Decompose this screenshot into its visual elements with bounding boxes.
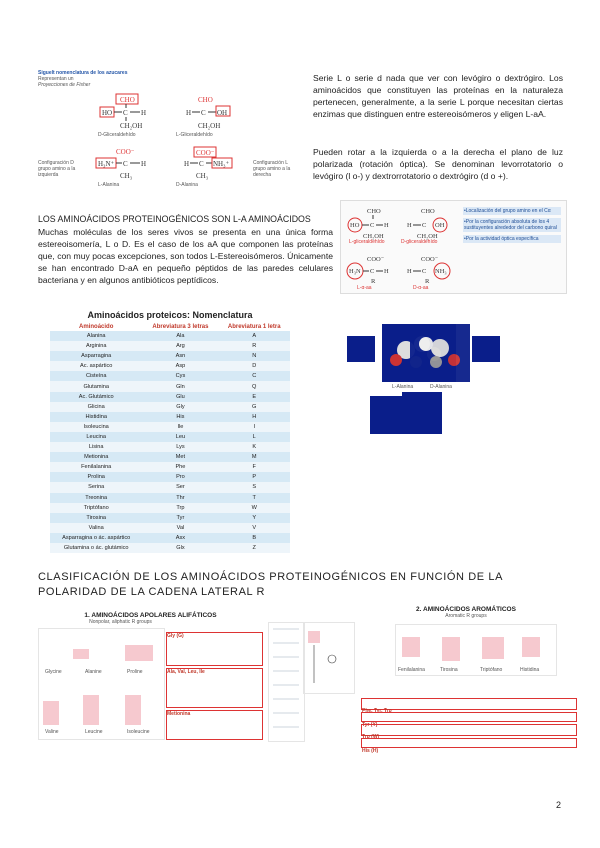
molecule-3d-d xyxy=(410,324,470,382)
fig2-l-aa: L-α-aa xyxy=(357,285,372,291)
fig1-l-aa: L-Alanina xyxy=(98,182,120,188)
fig5-l1: Phe, Tyr, Trp xyxy=(362,708,392,714)
table-row xyxy=(50,493,290,503)
svg-text:OH: OH xyxy=(435,222,445,229)
table-cell: E xyxy=(218,392,290,402)
met-structure-list xyxy=(268,622,305,742)
svg-text:H: H xyxy=(407,222,412,229)
table-cell: Ile xyxy=(142,422,218,432)
section-heading-classification: CLASIFICACIÓN DE LOS AMINOÁCIDOS PROTEINOGÉNICOS EN FUNCIÓN DE LA POLARIDAD DE LA CADENA LATERAL R xyxy=(38,571,503,598)
table-cell: P xyxy=(218,472,290,482)
met-structure-svg xyxy=(304,623,354,693)
met-structure-list-svg xyxy=(269,623,304,741)
table-row xyxy=(50,402,290,412)
table-cell: K xyxy=(218,442,290,452)
table-cell: Metionina xyxy=(50,452,142,462)
fig5-name-3: Histidina xyxy=(520,667,540,673)
table-cell: S xyxy=(218,482,290,492)
table-cell: A xyxy=(218,331,290,341)
molecule-thumb-2 xyxy=(472,336,500,362)
fig4-name-0: Glycine xyxy=(45,669,62,675)
his-r-box xyxy=(522,637,540,657)
table-row xyxy=(50,462,290,472)
gly-note xyxy=(166,632,263,666)
table-cell: Y xyxy=(218,513,290,523)
fig5-title: 2. AMINOÁCIDOS AROMÁTICOS xyxy=(416,606,516,613)
fig5-line2 xyxy=(361,712,577,728)
leucine-r-box xyxy=(83,695,99,725)
table-cell: Triptófano xyxy=(50,503,142,513)
table-cell: Glicina xyxy=(50,402,142,412)
fig5-name-2: Triptófano xyxy=(480,667,503,673)
fig1-d-aa: D-Alanina xyxy=(176,182,198,188)
svg-text:CH₂OH: CH₂OH xyxy=(417,233,438,240)
table-cell: R xyxy=(218,341,290,351)
svg-text:H: H xyxy=(384,268,389,275)
fig4-box1: Gly (G) xyxy=(167,633,184,639)
table-cell: M xyxy=(218,452,290,462)
molecule-thumb-1 xyxy=(347,336,375,362)
svg-text:OH: OH xyxy=(217,109,228,117)
table-cell: Asparragina xyxy=(50,351,142,361)
proline-r-box xyxy=(125,645,153,661)
svg-text:R: R xyxy=(425,278,430,285)
fig4-name-4: Leucine xyxy=(85,729,103,735)
table-cell: Treonina xyxy=(50,493,142,503)
table-cell: C xyxy=(218,371,290,381)
table-cell: Leucina xyxy=(50,432,142,442)
fig1-l-label: L-Gliceraldehído xyxy=(176,132,213,138)
svg-text:HO: HO xyxy=(102,109,113,117)
fig1-right3: derecha xyxy=(253,172,272,178)
fig2-notes xyxy=(463,207,561,243)
svg-text:COO⁻: COO⁻ xyxy=(116,148,135,156)
fig4-name-5: Isoleucine xyxy=(127,729,150,735)
table-cell: Thr xyxy=(142,493,218,503)
svg-text:COO⁻: COO⁻ xyxy=(421,256,439,263)
svg-text:CH₃: CH₃ xyxy=(196,172,209,180)
svg-text:HO: HO xyxy=(350,222,360,229)
svg-text:C: C xyxy=(422,268,427,275)
section-heading-l-amino: LOS AMINOÁCIDOS PROTEINOGÉNICOS SON L-A AMINOÁCIDOS xyxy=(38,214,311,224)
table-cell: Prolina xyxy=(50,472,142,482)
fig1-d-label: D-Gliceraldehído xyxy=(98,132,136,138)
tyr-r-box xyxy=(442,637,460,661)
fig1-right-note xyxy=(253,160,308,178)
svg-text:H: H xyxy=(384,222,389,229)
fig5-name-0: Fenilalanina xyxy=(398,667,425,673)
table-cell: Lisina xyxy=(50,442,142,452)
table-cell: D xyxy=(218,361,290,371)
fig1-left3: izquierda xyxy=(38,172,59,178)
table-row xyxy=(50,392,290,402)
table-cell: Glutamina o ác. glutámico xyxy=(50,543,142,553)
table-cell: Trp xyxy=(142,503,218,513)
aliphatic-figure xyxy=(38,612,263,742)
table-row xyxy=(50,371,290,381)
table-cell: Cisteína xyxy=(50,371,142,381)
svg-text:H: H xyxy=(186,109,192,117)
table-row xyxy=(50,422,290,432)
table-cell: Serina xyxy=(50,482,142,492)
molecule-3d-d-svg xyxy=(410,324,470,382)
alanine-r-box xyxy=(73,649,89,659)
svg-text:CHO: CHO xyxy=(198,96,213,104)
table-cell: F xyxy=(218,462,290,472)
table-cell: Lys xyxy=(142,442,218,452)
table-row xyxy=(50,533,290,543)
svg-text:CH₂OH: CH₂OH xyxy=(198,122,221,130)
fig3-label1: L-Alanina xyxy=(392,384,414,390)
fischer-figure xyxy=(38,70,308,188)
svg-text:H: H xyxy=(141,109,147,117)
fig1-left1: Configuración D xyxy=(38,160,74,166)
page-number: 2 xyxy=(556,800,562,810)
svg-text:CH₂OH: CH₂OH xyxy=(363,233,384,240)
svg-text:NH₃: NH₃ xyxy=(435,268,447,275)
svg-text:H₃N⁺: H₃N⁺ xyxy=(98,160,115,168)
table-cell: Arg xyxy=(142,341,218,351)
stereo-figure xyxy=(340,200,567,294)
table-row xyxy=(50,523,290,533)
table-cell: Asparragina o ác. aspártico xyxy=(50,533,142,543)
table-cell: Ala xyxy=(142,331,218,341)
table-row xyxy=(50,482,290,492)
table-cell: Arginina xyxy=(50,341,142,351)
fig1-sub1: Representan un xyxy=(38,76,74,82)
fig4-structures xyxy=(38,628,165,740)
svg-text:COO⁻: COO⁻ xyxy=(196,149,215,157)
fig1-right1: Configuración L xyxy=(253,160,289,166)
table-cell: Phe xyxy=(142,462,218,472)
fig4-box2: Ala, Val, Leu, Ile xyxy=(167,669,205,675)
table-row xyxy=(50,351,290,361)
svg-text:R: R xyxy=(371,278,376,285)
table-cell: Asx xyxy=(142,533,218,543)
table-row xyxy=(50,412,290,422)
fig3-label2: D-Alanina xyxy=(430,384,452,390)
table-header-0: Aminoácido xyxy=(79,324,114,330)
table-cell: N xyxy=(218,351,290,361)
table-row xyxy=(50,331,290,341)
table-row xyxy=(50,432,290,442)
table-row xyxy=(50,543,290,553)
svg-text:C: C xyxy=(199,160,204,168)
table-cell: G xyxy=(218,402,290,412)
svg-text:CH₃: CH₃ xyxy=(120,172,133,180)
table-cell: Pro xyxy=(142,472,218,482)
fig1-left2: grupo amino a la xyxy=(38,166,76,172)
table-row xyxy=(50,381,290,391)
nomenclature-table-block xyxy=(50,310,290,553)
table-cell: Cys xyxy=(142,371,218,381)
table-cell: Glu xyxy=(142,392,218,402)
fig5-l2: Tyr (Y) xyxy=(362,722,378,728)
fig5-sub: Aromatic R groups xyxy=(445,613,487,619)
l-amino-paragraph: Muchas moléculas de los seres vivos se presenta en una única forma estereoisomería, L o D. Es el caso de los aA que componen las proteínas que, con muy pocas excepciones, son todos L-Estereoisómeros. Únicamente se han encontrado D-aA en pequeño péptidos de las paredes celulares bacteriana y en algunos antibióticos peptídicos. xyxy=(38,227,333,285)
svg-text:NH₃⁺: NH₃⁺ xyxy=(213,160,230,168)
fig4-name-1: Alanine xyxy=(85,669,102,675)
fig2-d-glic: D-gliceraldehído xyxy=(401,239,438,245)
svg-text:C: C xyxy=(422,222,427,229)
nomenclature-table xyxy=(50,323,290,553)
table-cell: Glx xyxy=(142,543,218,553)
ala-val-note xyxy=(166,668,263,708)
fig4-box3: Metionina xyxy=(167,711,191,717)
d-alanine-card xyxy=(402,392,442,434)
table-cell: Z xyxy=(218,543,290,553)
fig1-title: Siguelt nomenclatura de los azucares xyxy=(38,70,128,76)
table-title: Aminoácidos proteicos: Nomenclatura xyxy=(87,310,253,320)
fig4-name-2: Proline xyxy=(127,669,143,675)
phe-r-box xyxy=(402,637,420,657)
fig2-l-glic: L-gliceraldehído xyxy=(349,239,385,245)
fig5-l3: Trp (W) xyxy=(362,734,380,740)
table-cell: Val xyxy=(142,523,218,533)
table-row xyxy=(50,503,290,513)
svg-text:H₃N: H₃N xyxy=(349,268,361,275)
table-row xyxy=(50,472,290,482)
table-row xyxy=(50,361,290,371)
svg-text:H: H xyxy=(141,160,147,168)
table-cell: Isoleucina xyxy=(50,422,142,432)
fig2-d-aa: D-α-aa xyxy=(413,285,429,291)
table-cell: Tyr xyxy=(142,513,218,523)
svg-text:C: C xyxy=(123,160,128,168)
table-cell: L xyxy=(218,432,290,442)
table-cell: W xyxy=(218,503,290,513)
table-cell: Met xyxy=(142,452,218,462)
table-cell: Ac. Glutámico xyxy=(50,392,142,402)
table-cell: Ac. aspártico xyxy=(50,361,142,371)
table-cell: Tirosina xyxy=(50,513,142,523)
rotation-paragraph: Pueden rotar a la izquierda o a la derecha el plano de luz polarizada (rotación óptica). Se denominan levorrotatorio o levógiro (l o-) y dextrorrotatorio o dextrógiro (d o +). xyxy=(313,147,563,181)
svg-text:COO⁻: COO⁻ xyxy=(367,256,385,263)
svg-text:C: C xyxy=(370,222,375,229)
table-cell: Ser xyxy=(142,482,218,492)
table-cell: Gly xyxy=(142,402,218,412)
table-row xyxy=(50,341,290,351)
table-header-2: Abreviatura 1 letra xyxy=(227,324,281,330)
table-cell: Gln xyxy=(142,381,218,391)
table-cell: Fenilalanina xyxy=(50,462,142,472)
table-cell: Valina xyxy=(50,523,142,533)
stereo-structures xyxy=(345,205,460,291)
table-cell: His xyxy=(142,412,218,422)
fig1-right2: grupo amino a la xyxy=(253,166,291,172)
aromatic-figure xyxy=(355,606,577,754)
svg-text:C: C xyxy=(201,109,206,117)
table-cell: I xyxy=(218,422,290,432)
fig5-l4: His (H) xyxy=(362,748,379,754)
table-cell: Asp xyxy=(142,361,218,371)
isoleucine-r-box xyxy=(125,695,141,725)
fig1-sub2: Proyecciones de Fisher xyxy=(38,82,91,88)
series-paragraph: Serie L o serie d nada que ver con levógiro o dextrógiro. Los aminoácidos que constituyen las proteínas en la naturaleza pertenecen, generalmente, a la serie L porque necesitan ciertas enzimas que distinguen entre estereoisómeros y eligen L-aA. xyxy=(313,73,563,119)
fig5-line4 xyxy=(361,738,577,754)
table-cell: H xyxy=(218,412,290,422)
svg-text:CHO: CHO xyxy=(421,208,435,215)
fig5-line3 xyxy=(361,724,577,740)
valine-r-box xyxy=(43,701,59,725)
fig5-structures xyxy=(395,624,557,676)
fig2-note1: •Localización del grupo amino en el Cα xyxy=(463,207,561,215)
fig4-title: 1. AMINOÁCIDOS APOLARES ALIFÁTICOS xyxy=(84,612,217,619)
svg-text:C: C xyxy=(370,268,375,275)
table-cell: Leu xyxy=(142,432,218,442)
table-row xyxy=(50,452,290,462)
fig2-note2: •Por la configuración absoluta de los 4 sustituyentes alrededor del carbono quiral xyxy=(463,218,561,232)
svg-text:H: H xyxy=(407,268,412,275)
met-structure xyxy=(303,622,355,694)
fig5-name-1: Tirosina xyxy=(440,667,458,673)
table-cell: Asn xyxy=(142,351,218,361)
table-cell: Alanina xyxy=(50,331,142,341)
fig2-note3: •Por la actividad óptica específica xyxy=(463,235,561,243)
table-cell: V xyxy=(218,523,290,533)
table-cell: Glutamina xyxy=(50,381,142,391)
table-row xyxy=(50,442,290,452)
fig5-line1 xyxy=(361,698,577,714)
fig4-name-3: Valine xyxy=(45,729,59,735)
svg-text:CH₂OH: CH₂OH xyxy=(120,122,143,130)
svg-text:CHO: CHO xyxy=(367,208,381,215)
table-cell: Histidina xyxy=(50,412,142,422)
trp-r-box xyxy=(482,637,504,659)
table-cell: B xyxy=(218,533,290,543)
svg-text:C: C xyxy=(123,109,128,117)
table-row xyxy=(50,513,290,523)
fig4-sub: Nonpolar, aliphatic R groups xyxy=(89,619,152,625)
table-header-1: Abreviatura 3 letras xyxy=(152,324,209,330)
fig1-left-note xyxy=(38,160,78,178)
met-note xyxy=(166,710,263,740)
table-cell: Q xyxy=(218,381,290,391)
table-cell: T xyxy=(218,493,290,503)
svg-text:H: H xyxy=(184,160,190,168)
svg-text:CHO: CHO xyxy=(120,96,135,104)
